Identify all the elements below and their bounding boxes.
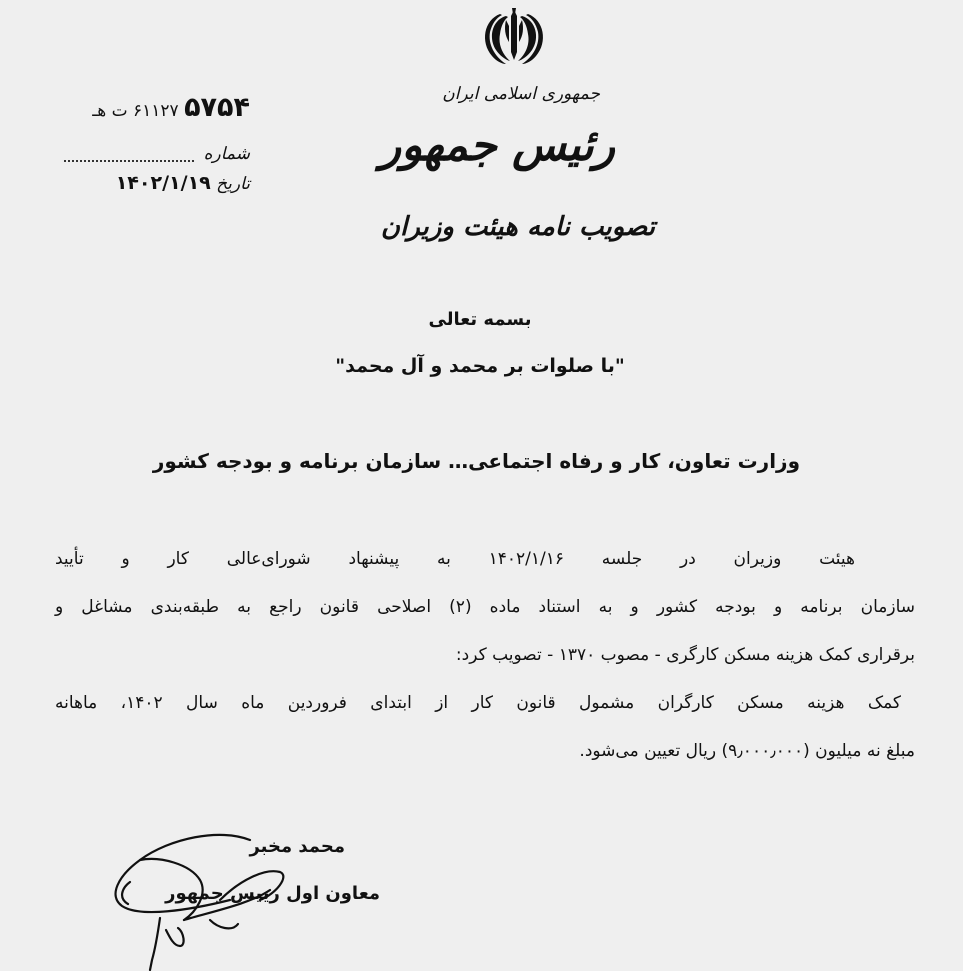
recipients: وزارت تعاون، کار و رفاه اجتماعی… سازمان برنامه و بودجه کشور [152,449,800,473]
paragraph-line: برقراری کمک هزینه مسکن کارگری - مصوب ۱۳۷۰ - تصویب کرد: [455,645,915,665]
basmala: بسمه تعالی [428,309,532,330]
header-country: جمهوری اسلامی ایران [442,84,600,104]
decree-paragraph-1 [55,535,915,679]
paragraph-line: هیئت وزیران در جلسه ۱۴۰۲/۱/۱۶ به پیشنهاد شورای‌عالی کار و تأیید [55,549,855,569]
shomare-label: شماره [203,144,250,164]
decree-paragraph-2 [55,679,915,775]
header-cabinet-decree: تصویب نامه هیئت وزیران [380,212,655,242]
reference-number-main: ۵۷۵۴ [184,92,250,123]
signer-name: محمد مخبر [249,836,345,857]
shomare-dotted-line [64,146,194,162]
date-label: تاریخ [216,174,250,194]
reference-number [20,92,250,123]
date-value: ۱۴۰۲/۱/۱۹ [115,172,211,194]
reference-number-code: ۶۱۱۲۷ ت [111,101,179,121]
shomare-row [20,144,250,164]
paragraph-line: کمک هزینه مسکن کارگران مشمول قانون کار از ابتدای فروردین ماه سال ۱۴۰۲، ماهانه [55,693,901,713]
salavat: "با صلوات بر محمد و آل محمد" [335,355,625,377]
reference-number-suffix: هـ [92,101,107,121]
date-row [20,172,250,194]
iran-emblem-icon [478,6,550,68]
paragraph-line: مبلغ نه میلیون (۹٫۰۰۰٫۰۰۰) ریال تعیین می‌شود. [579,741,915,761]
signer-title: معاون اول رییس جمهور [165,883,380,904]
header-president: رئیس جمهور [379,120,615,171]
paragraph-line: سازمان برنامه و بودجه کشور و به استناد ماده (۲) اصلاحی قانون راجع به طبقه‌بندی مشاغل و [55,597,916,617]
